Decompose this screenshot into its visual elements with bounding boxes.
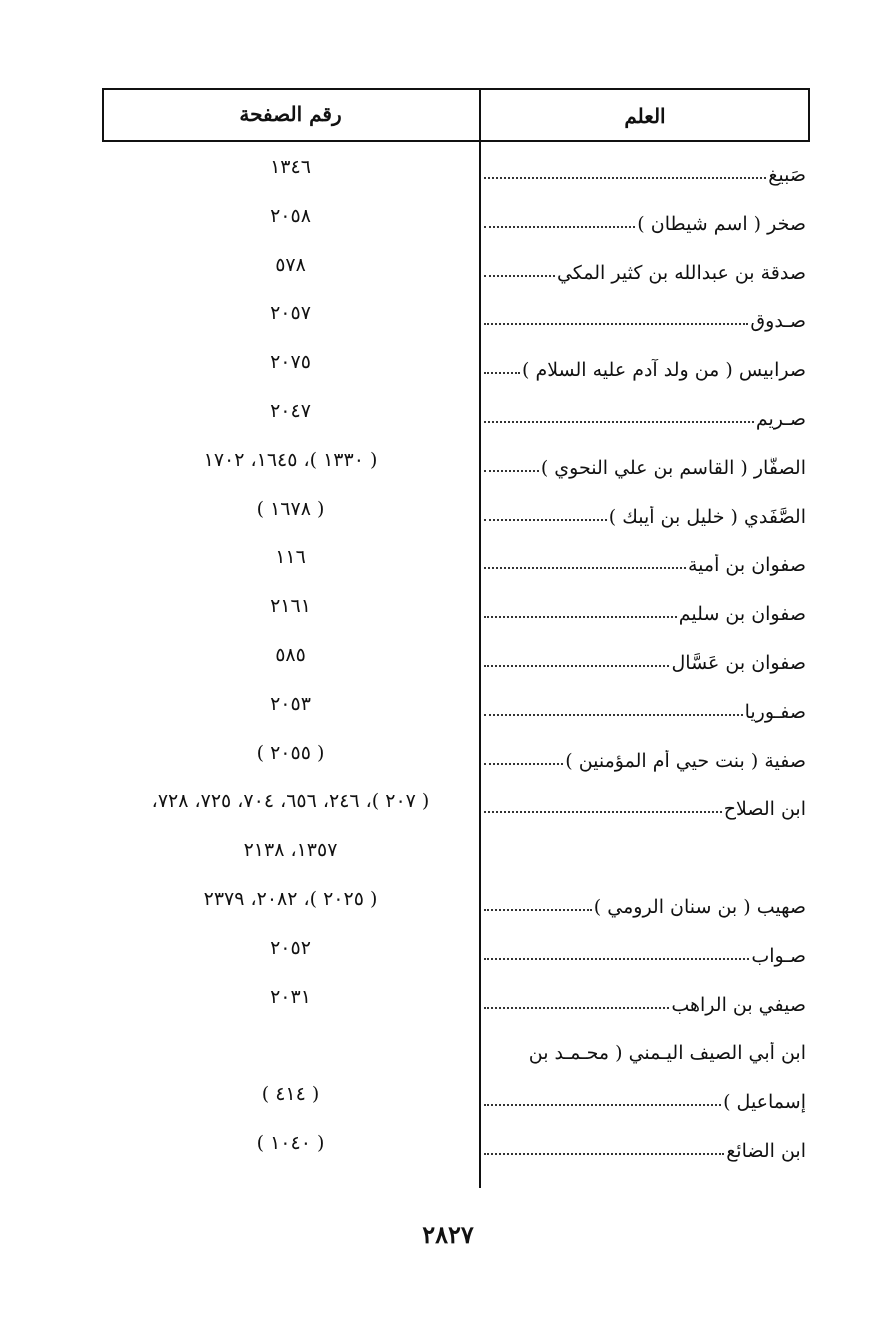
entry-pages: ( ١٣٣٠ )، ١٦٤٥، ١٧٠٢ xyxy=(203,448,378,471)
dot-leader xyxy=(484,810,722,813)
entry-pages: ١٣٤٦ xyxy=(270,156,311,178)
entry-name-cell xyxy=(484,750,806,772)
dot-leader xyxy=(484,322,748,325)
dot-leader xyxy=(484,908,592,911)
entry-name-cell xyxy=(484,262,806,284)
entry-pages: ٢٠٥٣ xyxy=(270,692,311,715)
dot-leader xyxy=(484,518,607,521)
entry-name: ابن الصلاح xyxy=(723,798,806,821)
entry-pages: ٢٠٥٢ xyxy=(270,936,311,959)
dot-leader xyxy=(484,371,520,374)
index-rows xyxy=(102,142,810,1167)
entry-name-cell xyxy=(484,213,806,235)
entry-name: صـريم xyxy=(755,407,806,430)
entry-name: صـواب xyxy=(751,944,806,967)
entry-name: الصَّفَدي ( خليل بن أيبك ) xyxy=(608,505,806,528)
entry-name-cell xyxy=(484,1140,806,1162)
entry-pages: ( ٤١٤ ) xyxy=(261,1083,320,1106)
table-row xyxy=(102,728,810,777)
entry-name: صهيب ( بن سنان الرومي ) xyxy=(593,895,806,918)
entry-name-cell xyxy=(484,506,806,528)
dot-leader xyxy=(484,664,669,667)
dot-leader xyxy=(484,469,539,472)
entry-name: صفـوريا xyxy=(744,700,806,723)
entry-pages: ٢٠٤٧ xyxy=(270,399,311,422)
entry-name-cell xyxy=(484,603,806,625)
dot-leader xyxy=(484,566,686,569)
table-row xyxy=(102,288,810,337)
entry-name: صدقة بن عبدالله بن كثير المكي xyxy=(556,261,806,284)
entry-name: صَبيغ xyxy=(768,164,806,186)
table-row xyxy=(102,1020,810,1069)
page-number: ٢٨٢٧ xyxy=(422,1220,474,1249)
entry-name: صفية ( بنت حيي أم المؤمنين ) xyxy=(565,749,806,772)
table-row xyxy=(102,386,810,435)
entry-name: صـدوق xyxy=(750,310,806,333)
entry-name-cell xyxy=(484,896,806,918)
entry-name-cell xyxy=(484,310,806,332)
table-row xyxy=(102,337,810,386)
entry-name: ابن أبي الصيف اليـمني ( محـمـد بن xyxy=(528,1042,806,1065)
entry-name-cell xyxy=(484,945,806,967)
table-row xyxy=(102,923,810,972)
table-row xyxy=(102,874,810,923)
dot-leader xyxy=(484,225,635,228)
entry-pages: ( ٢٠٥٥ ) xyxy=(256,741,325,764)
table-row xyxy=(102,1069,810,1118)
dot-leader xyxy=(484,957,749,960)
table-row xyxy=(102,484,810,533)
entry-pages: ( ١٠٤٠ ) xyxy=(256,1131,325,1154)
table-row xyxy=(102,581,810,630)
entry-pages: ٢١٦١ xyxy=(270,595,311,618)
entry-pages: ٥٧٨ xyxy=(275,253,306,276)
entry-name-cell xyxy=(484,701,806,723)
entry-name-cell xyxy=(484,457,806,479)
table-row xyxy=(102,679,810,728)
entry-name: صيفي بن الراهب xyxy=(671,993,806,1016)
dot-leader xyxy=(484,176,766,179)
table-row xyxy=(102,825,810,874)
entry-pages: ١٣٥٧، ٢١٣٨ xyxy=(243,839,338,862)
entry-name-cell xyxy=(484,408,806,430)
entry-name: إسماعيل ) xyxy=(723,1091,806,1114)
table-row xyxy=(102,776,810,825)
table-row xyxy=(102,972,810,1021)
table-row xyxy=(102,630,810,679)
entry-name-cell xyxy=(484,798,806,820)
entry-pages: ٢٠٧٥ xyxy=(270,351,311,374)
table-row xyxy=(102,191,810,240)
dot-leader xyxy=(484,762,563,765)
entry-pages: ( ١٦٧٨ ) xyxy=(256,497,325,520)
entry-name: الصفَّار ( القاسم بن علي النحوي ) xyxy=(540,456,806,479)
dot-leader xyxy=(484,274,555,277)
dot-leader xyxy=(484,713,743,716)
entry-name-cell xyxy=(484,652,806,674)
entry-pages: ٢٠٥٨ xyxy=(270,204,311,227)
entry-name-cell xyxy=(484,554,806,576)
entry-pages: ٢٠٥٧ xyxy=(270,302,311,325)
dot-leader xyxy=(484,1152,724,1155)
table-row xyxy=(102,532,810,581)
entry-name: صفوان بن عَسَّال xyxy=(671,651,806,674)
entry-name-cell xyxy=(484,994,806,1016)
table-row xyxy=(102,1118,810,1167)
table-row xyxy=(102,435,810,484)
page-column-header: رقم الصفحة xyxy=(239,102,342,126)
entry-pages: ٢٠٣١ xyxy=(270,985,311,1008)
entry-pages: ( ٢٠٧ )، ٢٤٦، ٦٥٦، ٧٠٤، ٧٢٥، ٧٢٨، xyxy=(151,790,430,813)
entry-pages: ٥٨٥ xyxy=(275,643,306,666)
table-row xyxy=(102,240,810,289)
entry-name-cell xyxy=(484,359,806,381)
entry-name-cell xyxy=(484,1091,806,1113)
entry-pages: ١١٦ xyxy=(275,546,306,569)
dot-leader xyxy=(484,1006,669,1009)
dot-leader xyxy=(484,615,677,618)
table-row xyxy=(102,142,810,191)
table-header xyxy=(102,88,810,140)
index-table xyxy=(102,88,810,1188)
entry-name: صفوان بن سليم xyxy=(678,603,806,626)
dot-leader xyxy=(484,1103,721,1106)
entry-name: صخر ( اسم شيطان ) xyxy=(637,212,806,235)
entry-name-cell xyxy=(484,164,806,186)
entry-name-cell xyxy=(484,1042,806,1064)
entry-pages: ( ٢٠٢٥ )، ٢٠٨٢، ٢٣٧٩ xyxy=(203,887,378,910)
dot-leader xyxy=(484,420,754,423)
entry-name: ابن الضائع xyxy=(726,1139,806,1162)
entry-name: صفوان بن أمية xyxy=(688,554,806,577)
entry-name: صرابيس ( من ولد آدم عليه السلام ) xyxy=(522,359,806,382)
name-column-header: العلم xyxy=(624,104,666,128)
